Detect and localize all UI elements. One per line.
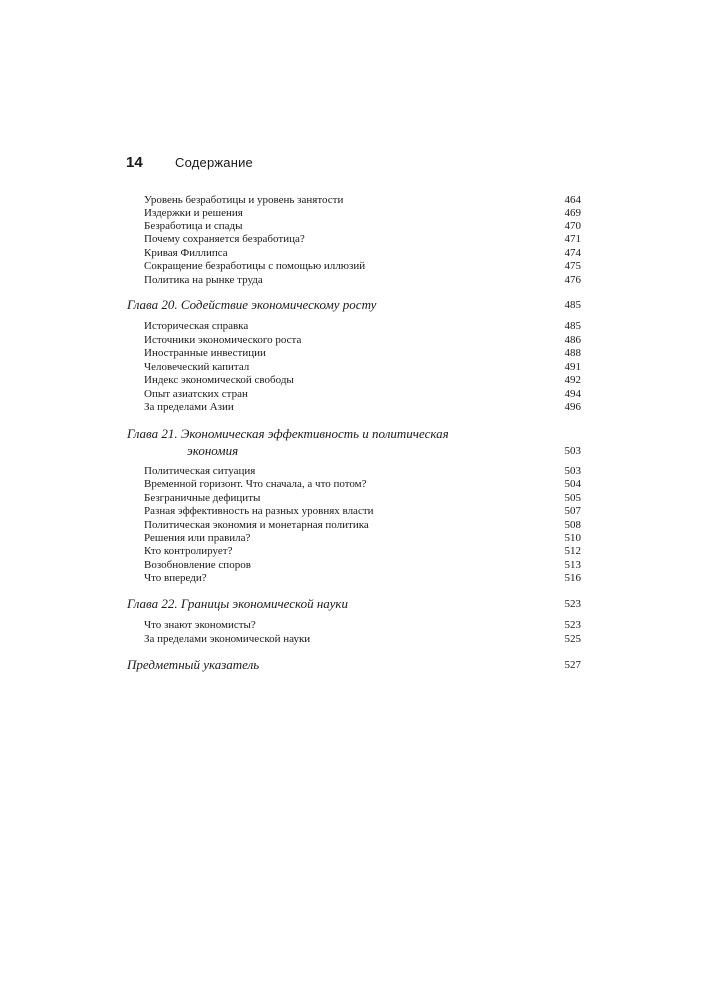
toc-entry-page: 523	[564, 619, 581, 631]
chapter-title: Глава 20. Содействие экономическому росту	[127, 297, 377, 312]
chapter-title-line2: экономия	[187, 443, 239, 458]
toc-entry-title: Что знают экономисты?	[144, 619, 256, 631]
toc-entry-page: 513	[564, 559, 581, 571]
toc-entry[interactable]	[144, 333, 581, 347]
toc-entry-title: Возобновление споров	[144, 559, 251, 571]
chapter-page: 523	[564, 598, 581, 610]
toc-entry-title: Политическая ситуация	[144, 465, 256, 477]
chapter-page: 485	[564, 299, 581, 311]
toc-entry[interactable]	[144, 571, 581, 585]
index-title: Предметный указатель	[127, 657, 260, 672]
toc-entry-page: 474	[564, 247, 581, 259]
toc-entry-title: Безграничные дефициты	[144, 492, 261, 504]
toc-entry[interactable]	[144, 464, 581, 478]
toc-index[interactable]	[127, 656, 581, 674]
toc-entry[interactable]	[144, 544, 581, 558]
toc-entry[interactable]	[144, 491, 581, 505]
toc-entry-page: 496	[564, 401, 581, 413]
toc-entry[interactable]	[144, 232, 581, 246]
toc-entry-page: 516	[564, 572, 581, 584]
toc-entry-page: 508	[564, 519, 581, 531]
toc-entry-title: Сокращение безработицы с помощью иллюзий	[144, 260, 366, 272]
toc-entry-page: 491	[564, 361, 581, 373]
toc-entry-page: 464	[564, 194, 581, 206]
toc-entry-page: 525	[564, 633, 581, 645]
toc-entry[interactable]	[144, 504, 581, 518]
toc-entry-title: Иностранные инвестиции	[144, 347, 266, 359]
toc-entry-title: За пределами Азии	[144, 401, 234, 413]
toc-entry-title: Историческая справка	[144, 320, 249, 332]
toc-entry-page: 507	[564, 505, 581, 517]
toc-entry[interactable]	[144, 360, 581, 374]
toc-entry[interactable]	[144, 346, 581, 360]
running-head	[126, 154, 253, 174]
toc-entry[interactable]	[144, 618, 581, 632]
toc-entry-title: Человеческий капитал	[144, 361, 250, 373]
toc-entry-page: 503	[564, 465, 581, 477]
toc-entry-page: 494	[564, 388, 581, 400]
toc-entry-title: Разная эффективность на разных уровнях власти	[144, 505, 374, 517]
toc-entry-page: 510	[564, 532, 581, 544]
toc-entry-page: 486	[564, 334, 581, 346]
toc-entry-page: 475	[564, 260, 581, 272]
toc-entry-title: Что впереди?	[144, 572, 207, 584]
toc-entry[interactable]	[144, 319, 581, 333]
page-number: 14	[126, 154, 143, 171]
index-page: 527	[564, 659, 581, 671]
toc-chapter-22[interactable]	[127, 595, 581, 613]
toc-entry-title: Решения или правила?	[144, 532, 251, 544]
chapter-title: Глава 22. Границы экономической науки	[127, 596, 348, 611]
chapter-title-line1: Глава 21. Экономическая эффективность и политическая	[127, 426, 449, 441]
toc-entry[interactable]	[144, 219, 581, 233]
toc-entry-title: Политическая экономия и монетарная политика	[144, 519, 369, 531]
toc-entry[interactable]	[144, 206, 581, 220]
toc-entry-page: 488	[564, 347, 581, 359]
toc-entry-title: Кто контролирует?	[144, 545, 233, 557]
toc-entry[interactable]	[144, 246, 581, 260]
toc-entry[interactable]	[144, 518, 581, 532]
toc-entry-title: Уровень безработицы и уровень занятости	[144, 194, 344, 206]
toc-entry-title: Индекс экономической свободы	[144, 374, 294, 386]
toc-entry[interactable]	[144, 400, 581, 414]
toc-entry-title: За пределами экономической науки	[144, 633, 311, 645]
toc-entry-page: 470	[564, 220, 581, 232]
toc-entry-page: 505	[564, 492, 581, 504]
toc-entry[interactable]	[144, 373, 581, 387]
running-title: Содержание	[175, 155, 253, 170]
toc-chapter-20[interactable]	[127, 296, 581, 314]
toc-entry-title: Кривая Филлипса	[144, 247, 228, 259]
toc-entry-page: 492	[564, 374, 581, 386]
toc-chapter-21-line2[interactable]	[127, 442, 581, 460]
toc-entry[interactable]	[144, 531, 581, 545]
toc-entry-title: Временной горизонт. Что сначала, а что потом?	[144, 478, 367, 490]
toc-entry-page: 471	[564, 233, 581, 245]
toc-entry-page: 485	[564, 320, 581, 332]
toc-entry-page: 476	[564, 274, 581, 286]
toc-entry-title: Безработица и спады	[144, 220, 243, 232]
toc-entry[interactable]	[144, 477, 581, 491]
toc-entry-title: Источники экономического роста	[144, 334, 302, 346]
toc-entry[interactable]	[144, 273, 581, 287]
chapter-page: 503	[564, 445, 581, 457]
toc-entry[interactable]	[144, 632, 581, 646]
toc-entry[interactable]	[144, 558, 581, 572]
toc-entry-page: 512	[564, 545, 581, 557]
toc-entry-title: Опыт азиатских стран	[144, 388, 248, 400]
toc-chapter-21-line1[interactable]	[127, 425, 581, 443]
toc-entry[interactable]	[144, 387, 581, 401]
toc-entry[interactable]	[144, 193, 581, 207]
toc-entry-title: Почему сохраняется безработица?	[144, 233, 305, 245]
toc-entry-title: Политика на рынке труда	[144, 274, 263, 286]
toc-entry-title: Издержки и решения	[144, 207, 243, 219]
toc-entry[interactable]	[144, 259, 581, 273]
toc-entry-page: 469	[564, 207, 581, 219]
toc-entry-page: 504	[564, 478, 581, 490]
